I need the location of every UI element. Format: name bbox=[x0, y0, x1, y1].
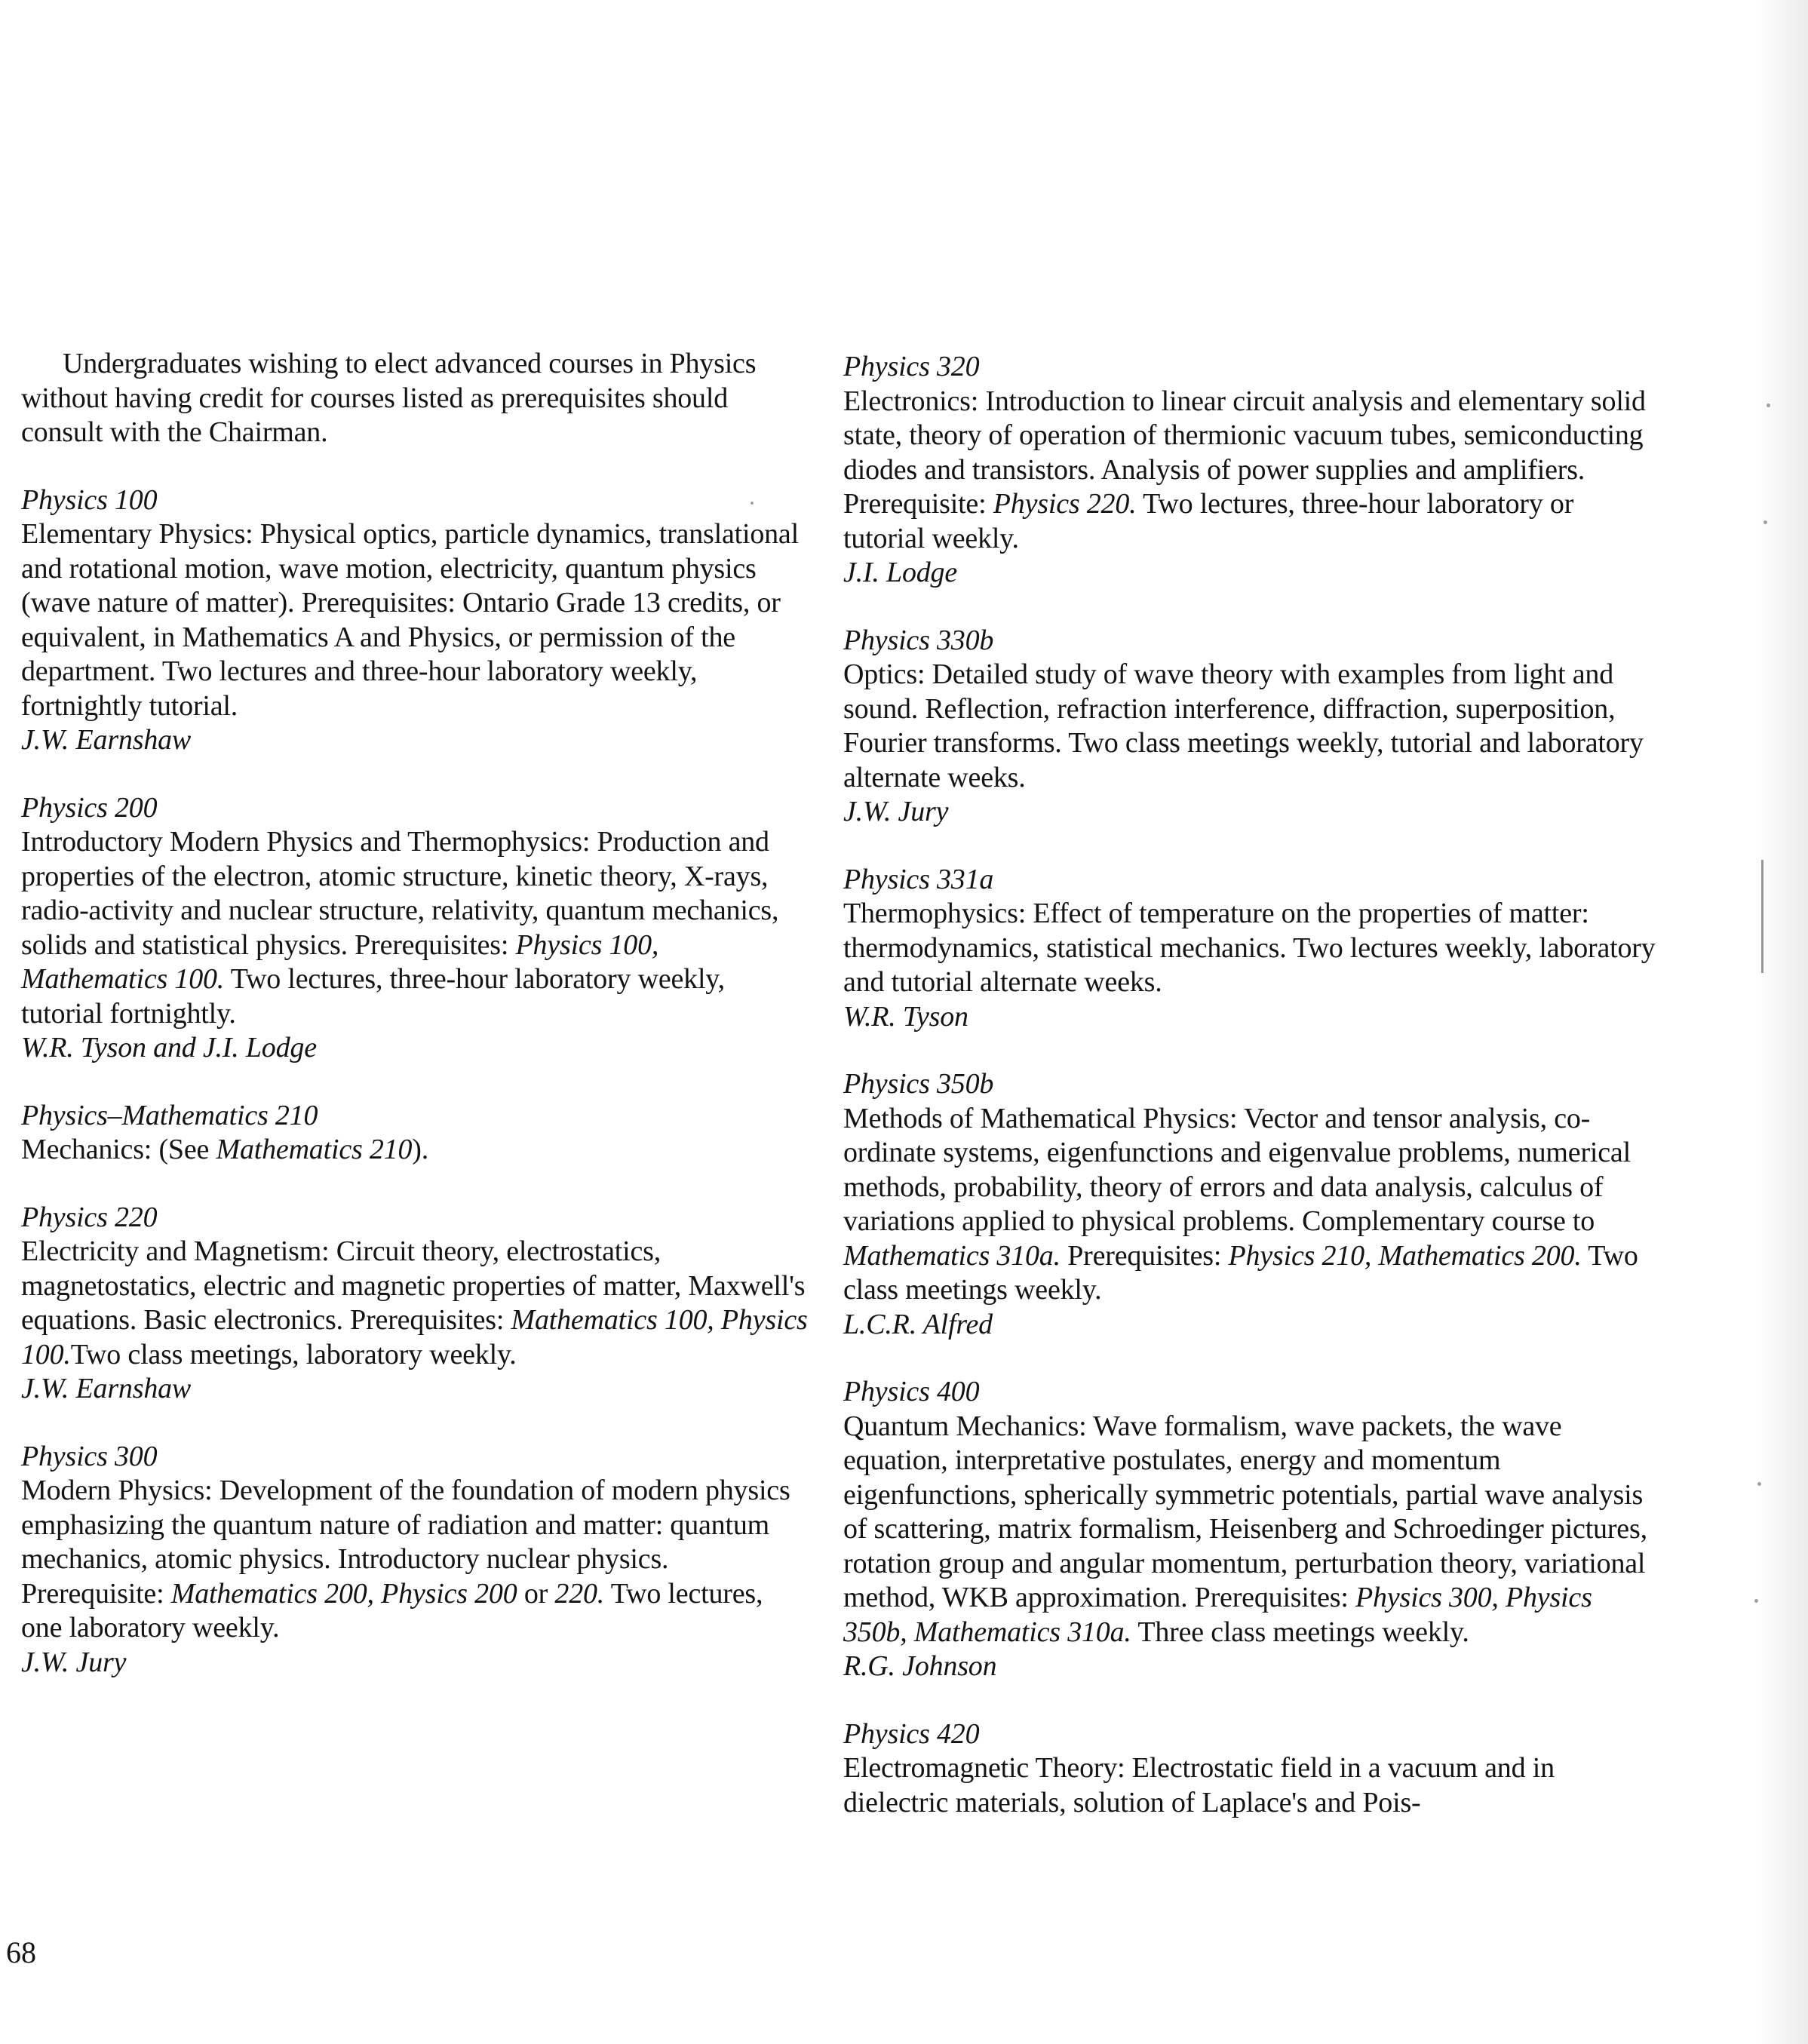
course-description: Elementary Physics: Physical optics, particle dynamics, translational and rotational motion, wave motion, electricity, quantum physics (wave nature of matter). Prerequisites: Ontario Grade 13 credits, or equivalent, in Mathematics A and Physics, or permission of the department. Two lectures and three-hour laboratory weekly, fortnightly tutorial. bbox=[21, 518, 799, 722]
desc-text: Introductory Modern Physics and Thermophysics: Production and properties of the electron, atomic structure, kinetic theory, X-rays, radio-activity and nuclear structure, relativity, quantum mechanics, solids and statistical physics. Prerequisites: bbox=[21, 826, 779, 961]
course-description: Optics: Detailed study of wave theory with examples from light and sound. Reflection, refraction interference, diffraction, superposition, Fourier transforms. Two class meetings weekly, tutorial and laboratory alternate weeks. bbox=[843, 658, 1644, 793]
desc-text: ). bbox=[412, 1134, 429, 1165]
right-column bbox=[843, 350, 1658, 1853]
course-entry bbox=[843, 1067, 1658, 1342]
course-instructor: W.R. Tyson bbox=[843, 1000, 968, 1033]
course-code: Physics 420 bbox=[843, 1717, 980, 1750]
page-number: 68 bbox=[6, 1935, 36, 1969]
desc-course-ref: Physics 220. bbox=[993, 488, 1137, 520]
desc-text: Mechanics: (See bbox=[21, 1134, 216, 1165]
desc-text: Electronics: Introduction to linear circuit analysis and elementary solid state, theory of operation of thermionic vacuum tubes, semiconducting diodes and transistors. Analysis of power supplies and amplifiers. Prerequisite: bbox=[843, 385, 1646, 520]
course-instructor: J.I. Lodge bbox=[843, 557, 958, 588]
intro-paragraph: Undergraduates wishing to elect advanced courses in Physics without having credit for courses listed as prerequisites should consult with the Chairman. bbox=[21, 348, 757, 448]
course-entry bbox=[21, 1201, 809, 1407]
course-code: Physics 220 bbox=[21, 1201, 158, 1233]
scan-speck bbox=[1767, 404, 1770, 407]
course-description bbox=[843, 1102, 1658, 1308]
course-code: Physics 320 bbox=[843, 351, 980, 382]
desc-course-ref: Physics 100, Mathematics 100. bbox=[21, 928, 659, 995]
desc-text: Electricity and Magnetism: Circuit theory, electrostatics, magnetostatics, electric and magnetic properties of matter, Maxwell's equations. Basic electronics. Prerequisites: bbox=[21, 1235, 806, 1336]
desc-text: or bbox=[517, 1577, 555, 1610]
course-description bbox=[21, 1474, 809, 1646]
desc-text: Two class meetings weekly. bbox=[843, 1239, 1638, 1306]
scan-speck bbox=[1757, 1482, 1761, 1486]
course-entry bbox=[843, 350, 1658, 591]
left-column bbox=[21, 347, 809, 1713]
course-entry bbox=[21, 791, 809, 1066]
desc-text: Methods of Mathematical Physics: Vector and tensor analysis, co-ordinate systems, eigenfunctions and eigenvalue problems, numerical methods, probability, theory of errors and data analysis, calculus of variations applied to physical problems. Complementary course to bbox=[843, 1102, 1631, 1237]
desc-course-ref: 220. bbox=[554, 1577, 605, 1610]
scan-edge-shadow bbox=[1755, 0, 1808, 2044]
desc-text: Two lectures, three-hour laboratory or tutorial weekly. bbox=[843, 488, 1574, 554]
desc-text: Two class meetings, laboratory weekly. bbox=[70, 1338, 517, 1370]
course-instructor: W.R. Tyson and J.I. Lodge bbox=[21, 1032, 317, 1063]
desc-text: Modern Physics: Development of the foundation of modern physics emphasizing the quantum nature of radiation and matter: quantum mechanics, atomic physics. Introductory nuclear physics. Prerequisite: bbox=[21, 1475, 790, 1610]
desc-course-ref: Mathematics 200, Physics 200 bbox=[170, 1577, 517, 1610]
desc-text: Two lectures, one laboratory weekly. bbox=[21, 1577, 763, 1643]
course-entry bbox=[21, 1440, 809, 1680]
desc-text: Prerequisites: bbox=[1060, 1239, 1229, 1272]
course-instructor: R.G. Johnson bbox=[843, 1650, 997, 1682]
desc-course-ref: Physics 210, Mathematics 200. bbox=[1228, 1239, 1582, 1272]
course-entry bbox=[21, 483, 809, 758]
course-entry bbox=[21, 1099, 809, 1168]
desc-course-ref: Mathematics 310a. bbox=[843, 1239, 1061, 1272]
scan-speck bbox=[1763, 520, 1767, 524]
desc-course-ref: Physics 300, Physics 350b, Mathematics 310a. bbox=[843, 1582, 1592, 1648]
course-code: Physics 200 bbox=[21, 791, 158, 824]
course-entry bbox=[843, 1717, 1658, 1821]
course-code: Physics–Mathematics 210 bbox=[21, 1099, 318, 1131]
desc-text: Quantum Mechanics: Wave formalism, wave packets, the wave equation, interpretative postulates, energy and momentum eigenfunctions, spherically symmetric potentials, partial wave analysis of scattering, matrix formalism, Heisenberg and Schroedinger pictures, rotation group and angular momentum, perturbation theory, variational method, WKB approximation. Prerequisites: bbox=[843, 1410, 1647, 1613]
course-description: Thermophysics: Effect of temperature on the properties of matter: thermodynamics, statistical mechanics. Two lectures weekly, laboratory and tutorial alternate weeks. bbox=[843, 898, 1656, 998]
desc-text: Three class meetings weekly. bbox=[1131, 1616, 1469, 1648]
course-code: Physics 400 bbox=[843, 1376, 980, 1407]
course-entry bbox=[843, 1375, 1658, 1684]
course-description: Electromagnetic Theory: Electrostatic field in a vacuum and in dielectric materials, solution of Laplace's and Pois- bbox=[843, 1752, 1555, 1818]
course-instructor: J.W. Jury bbox=[21, 1646, 127, 1678]
course-code: Physics 331a bbox=[843, 863, 994, 895]
desc-course-ref: Mathematics 100, Physics 100. bbox=[21, 1304, 808, 1370]
course-entry bbox=[843, 863, 1658, 1035]
course-instructor: J.W. Earnshaw bbox=[21, 724, 192, 756]
course-code: Physics 300 bbox=[21, 1440, 158, 1472]
desc-course-ref: Mathematics 210 bbox=[216, 1134, 413, 1165]
course-description bbox=[21, 825, 809, 1031]
scan-artifact-line bbox=[1761, 860, 1763, 973]
course-entry bbox=[843, 624, 1658, 830]
desc-text: Two lectures, three-hour laboratory weekly, tutorial fortnightly. bbox=[21, 963, 725, 1030]
course-instructor: L.C.R. Alfred bbox=[843, 1308, 993, 1340]
course-code: Physics 350b bbox=[843, 1068, 994, 1100]
course-description bbox=[21, 1133, 809, 1168]
course-instructor: J.W. Jury bbox=[843, 796, 949, 827]
course-code: Physics 100 bbox=[21, 483, 158, 516]
course-code: Physics 330b bbox=[843, 624, 994, 656]
course-instructor: J.W. Earnshaw bbox=[21, 1373, 192, 1404]
scan-speck bbox=[1754, 1599, 1758, 1603]
course-description bbox=[843, 1410, 1658, 1650]
course-description bbox=[843, 385, 1658, 557]
course-description bbox=[21, 1235, 809, 1372]
